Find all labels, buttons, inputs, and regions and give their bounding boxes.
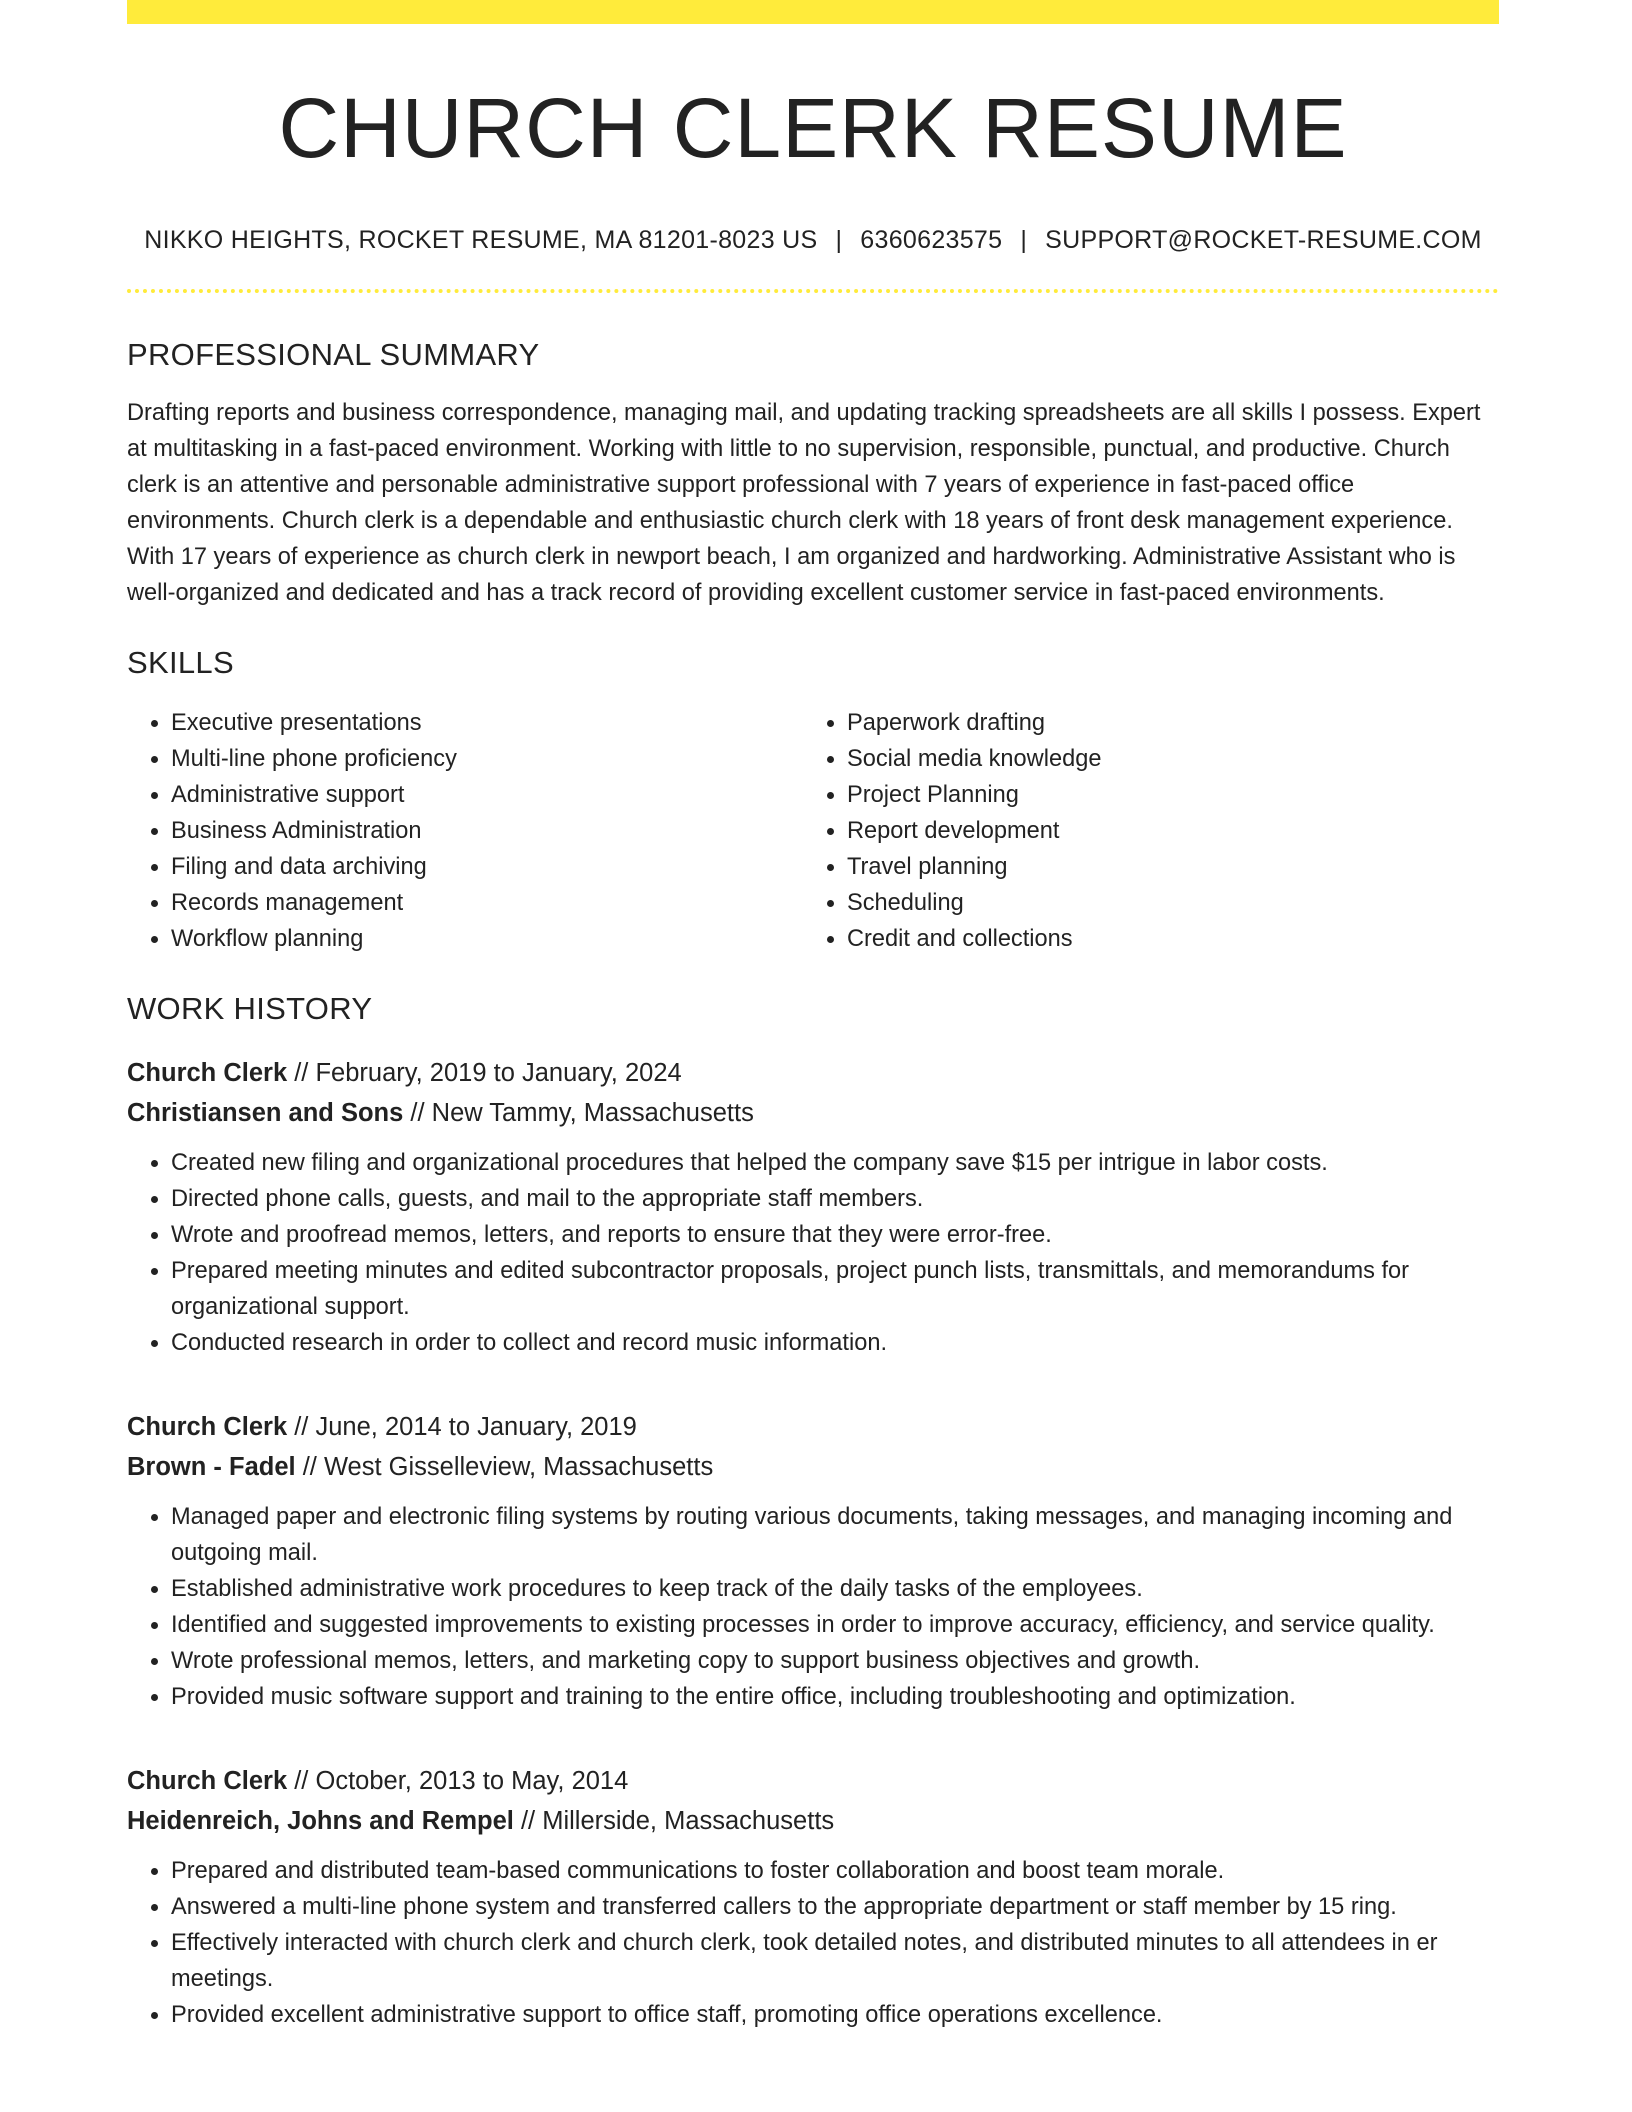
contact-email: SUPPORT@ROCKET-RESUME.COM [1045,226,1482,255]
job-bullet: • Managed paper and electronic filing systems by routing various documents, taking messages, and managing incoming and outgoing mail. [171,1499,1499,1571]
job-bullet: • Effectively interacted with church clerk and church clerk, took detailed notes, and distributed minutes to all attendees in er meetings. [171,1925,1499,1997]
job-bullet: • Provided excellent administrative support to office staff, promoting office operations excellence. [171,1997,1499,2033]
contact-separator: | [1020,226,1028,255]
summary-text: Drafting reports and business correspondence, managing mail, and updating tracking spreadsheets are all skills I possess. Expert at multitasking in a fast-paced environment. Working with little to no supervision, responsible, punctual, and productive. Church clerk is an attentive and personable administrative support professional with 7 years of experience in fast-paced office environments. Church clerk is a dependable and enthusiastic church clerk with 18 years of front desk management experience. With 17 years of experience as church clerk in newport beach, I am organized and hardworking. Administrative Assistant who is well-organized and dedicated and has a track record of providing excellent customer service in fast-paced environments. [127,400,1481,607]
skill-item: • Business Administration [171,813,803,849]
job-bullet-list [127,1499,1499,1715]
job-bullet: • Prepared and distributed team-based communications to foster collaboration and boost team morale. [171,1853,1499,1889]
job-bullet: • Prepared meeting minutes and edited subcontractor proposals, project punch lists, transmittals, and memorandums for organizational support. [171,1253,1499,1325]
job-bullet: • Wrote professional memos, letters, and marketing copy to support business objectives and growth. [171,1643,1499,1679]
job-title: Church Clerk [127,1767,288,1796]
job-location: West Gisselleview, Massachusetts [323,1453,714,1482]
summary-heading: PROFESSIONAL SUMMARY [127,337,540,373]
job-title: Church Clerk [127,1413,288,1442]
field-separator: // [302,1453,317,1482]
job-dates: February, 2019 to January, 2024 [315,1059,682,1088]
field-separator: // [410,1099,425,1128]
resume-title: CHURCH CLERK RESUME [278,81,1348,175]
skill-item: • Records management [171,885,803,921]
job-company: Brown - Fadel [127,1453,296,1482]
job-bullet: • Answered a multi-line phone system and transferred callers to the appropriate department or staff member by 15 ring. [171,1889,1499,1925]
field-separator: // [294,1059,309,1088]
skills-column-right [803,705,1479,957]
job-title-line [127,1761,1499,1801]
job-bullet: • Created new filing and organizational procedures that helped the company save $15 per intrigue in labor costs. [171,1145,1499,1181]
job-entry [127,1761,1499,2033]
job-company: Heidenreich, Johns and Rempel [127,1807,514,1836]
skill-item: • Scheduling [847,885,1479,921]
skill-item: • Executive presentations [171,705,803,741]
resume-page [127,0,1499,2033]
job-title: Church Clerk [127,1059,288,1088]
job-bullet: • Directed phone calls, guests, and mail to the appropriate staff members. [171,1181,1499,1217]
skills-column-left [127,705,803,957]
work-history-heading: WORK HISTORY [127,991,373,1027]
skills-heading: SKILLS [127,645,234,681]
job-entry [127,1053,1499,1361]
field-separator: // [294,1413,309,1442]
job-location: New Tammy, Massachusetts [431,1099,754,1128]
job-bullet: • Identified and suggested improvements to existing processes in order to improve accuracy, efficiency, and service quality. [171,1607,1499,1643]
job-location: Millerside, Massachusetts [542,1807,835,1836]
skill-item: • Multi-line phone proficiency [171,741,803,777]
job-title-line [127,1407,1499,1447]
skill-item: • Paperwork drafting [847,705,1479,741]
dotted-divider [127,289,1499,293]
job-company-line [127,1093,1499,1133]
job-bullet: • Wrote and proofread memos, letters, and reports to ensure that they were error-free. [171,1217,1499,1253]
job-company-line [127,1447,1499,1487]
contact-separator: | [835,226,843,255]
skill-item: • Travel planning [847,849,1479,885]
job-bullet-list [127,1853,1499,2033]
skill-item: • Workflow planning [171,921,803,957]
job-dates: October, 2013 to May, 2014 [315,1767,629,1796]
skill-item: • Report development [847,813,1479,849]
skill-item: • Social media knowledge [847,741,1479,777]
contact-phone: 6360623575 [860,226,1003,255]
field-separator: // [294,1767,309,1796]
job-bullet: • Provided music software support and training to the entire office, including troubleshooting and optimization. [171,1679,1499,1715]
job-entry [127,1407,1499,1715]
field-separator: // [520,1807,536,1836]
skill-item: • Project Planning [847,777,1479,813]
skill-item: • Filing and data archiving [171,849,803,885]
job-bullet-list [127,1145,1499,1361]
work-history-list [127,1053,1499,2033]
job-bullet: • Established administrative work procedures to keep track of the daily tasks of the employees. [171,1571,1499,1607]
job-dates: June, 2014 to January, 2019 [315,1413,637,1442]
skill-item: • Administrative support [171,777,803,813]
contact-line [127,226,1499,255]
accent-top-bar [127,0,1499,24]
skill-item: • Credit and collections [847,921,1479,957]
job-company: Christiansen and Sons [127,1099,404,1128]
job-title-line [127,1053,1499,1093]
contact-address: NIKKO HEIGHTS, ROCKET RESUME, MA 81201-8023 US [144,226,818,255]
job-bullet: • Conducted research in order to collect and record music information. [171,1325,1499,1361]
skills-grid [127,705,1499,957]
job-company-line [127,1801,1499,1841]
